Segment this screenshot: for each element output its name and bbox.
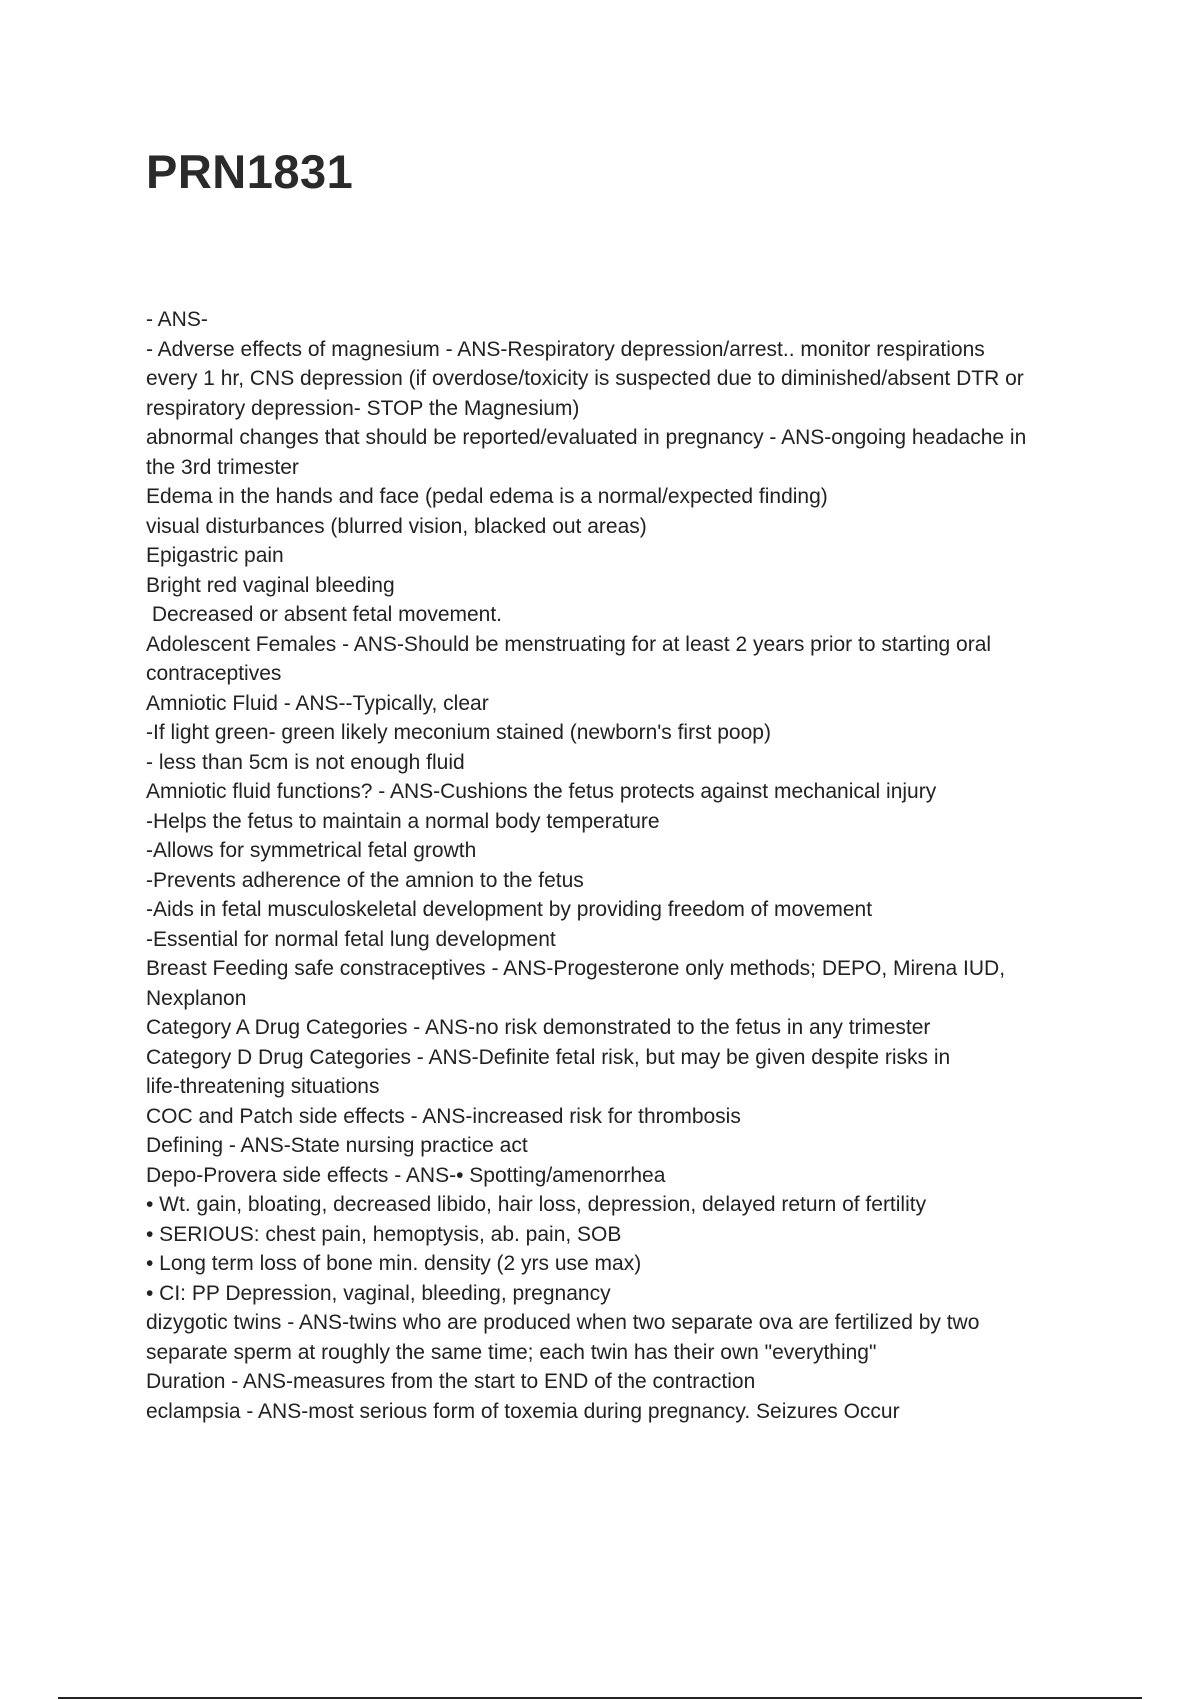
text-line: Epigastric pain: [146, 544, 284, 567]
text-line: every 1 hr, CNS depression (if overdose/toxicity is suspected due to diminished/absent DTR or: [146, 367, 1024, 390]
text-line: -If light green- green likely meconium stained (newborn's first poop): [146, 721, 771, 744]
footer-divider: [58, 1697, 1142, 1699]
text-line: - ANS-: [146, 308, 208, 331]
text-line: • Long term loss of bone min. density (2 yrs use max): [146, 1252, 642, 1275]
text-line: respiratory depression- STOP the Magnesium): [146, 396, 580, 420]
text-line: Edema in the hands and face (pedal edema is a normal/expected finding): [146, 485, 828, 508]
text-line: -Allows for symmetrical fetal growth: [146, 839, 477, 862]
text-line: Amniotic fluid functions? - ANS-Cushions the fetus protects against mechanical injury: [146, 780, 937, 803]
text-line: • CI: PP Depression, vaginal, bleeding, pregnancy: [146, 1281, 611, 1305]
text-line: Decreased or absent fetal movement.: [146, 603, 503, 626]
text-line: Category A Drug Categories - ANS-no risk demonstrated to the fetus in any trimester: [146, 1016, 931, 1039]
text-line: Breast Feeding safe constraceptives - ANS-Progesterone only methods; DEPO, Mirena IUD,: [146, 957, 1006, 980]
text-line: dizygotic twins - ANS-twins who are produced when two separate ova are fertilized by two: [146, 1311, 980, 1334]
text-line: Nexplanon: [146, 986, 247, 1010]
text-line: -Essential for normal fetal lung development: [146, 927, 556, 951]
text-line: • SERIOUS: chest pain, hemoptysis, ab. pain, SOB: [146, 1222, 622, 1246]
text-line: visual disturbances (blurred vision, blacked out areas): [146, 514, 647, 538]
text-line: • Wt. gain, bloating, decreased libido, hair loss, depression, delayed return of fertility: [146, 1193, 927, 1216]
text-line: Bright red vaginal bleeding: [146, 573, 395, 597]
text-line: - Adverse effects of magnesium - ANS-Respiratory depression/arrest.. monitor respirations: [146, 337, 985, 361]
text-line: Defining - ANS-State nursing practice act: [146, 1134, 528, 1157]
text-line: contraceptives: [146, 662, 282, 685]
text-line: Duration - ANS-measures from the start to END of the contraction: [146, 1370, 756, 1393]
text-line: Amniotic Fluid - ANS--Typically, clear: [146, 691, 489, 715]
text-line: -Helps the fetus to maintain a normal body temperature: [146, 809, 660, 833]
text-line: - less than 5cm is not enough fluid: [146, 750, 465, 774]
text-line: -Prevents adherence of the amnion to the fetus: [146, 868, 584, 892]
text-line: the 3rd trimester: [146, 455, 299, 479]
text-line: -Aids in fetal musculoskeletal development by providing freedom of movement: [146, 898, 873, 921]
text-line: Depo-Provera side effects - ANS-• Spotting/amenorrhea: [146, 1163, 666, 1187]
text-line: Category D Drug Categories - ANS-Definite fetal risk, but may be given despite risks in: [146, 1045, 951, 1069]
text-line: life-threatening situations: [146, 1075, 380, 1098]
page-title: PRN1831: [146, 145, 354, 198]
text-line: Adolescent Females - ANS-Should be menstruating for at least 2 years prior to starting oral: [146, 632, 992, 656]
text-line: eclampsia - ANS-most serious form of toxemia during pregnancy. Seizures Occur: [146, 1399, 900, 1423]
text-line: abnormal changes that should be reported/evaluated in pregnancy - ANS-ongoing headache in: [146, 426, 1027, 449]
text-line: separate sperm at roughly the same time; each twin has their own "everything": [146, 1340, 877, 1364]
document-body: [146, 305, 1086, 1426]
text-line: COC and Patch side effects - ANS-increased risk for thrombosis: [146, 1104, 741, 1128]
